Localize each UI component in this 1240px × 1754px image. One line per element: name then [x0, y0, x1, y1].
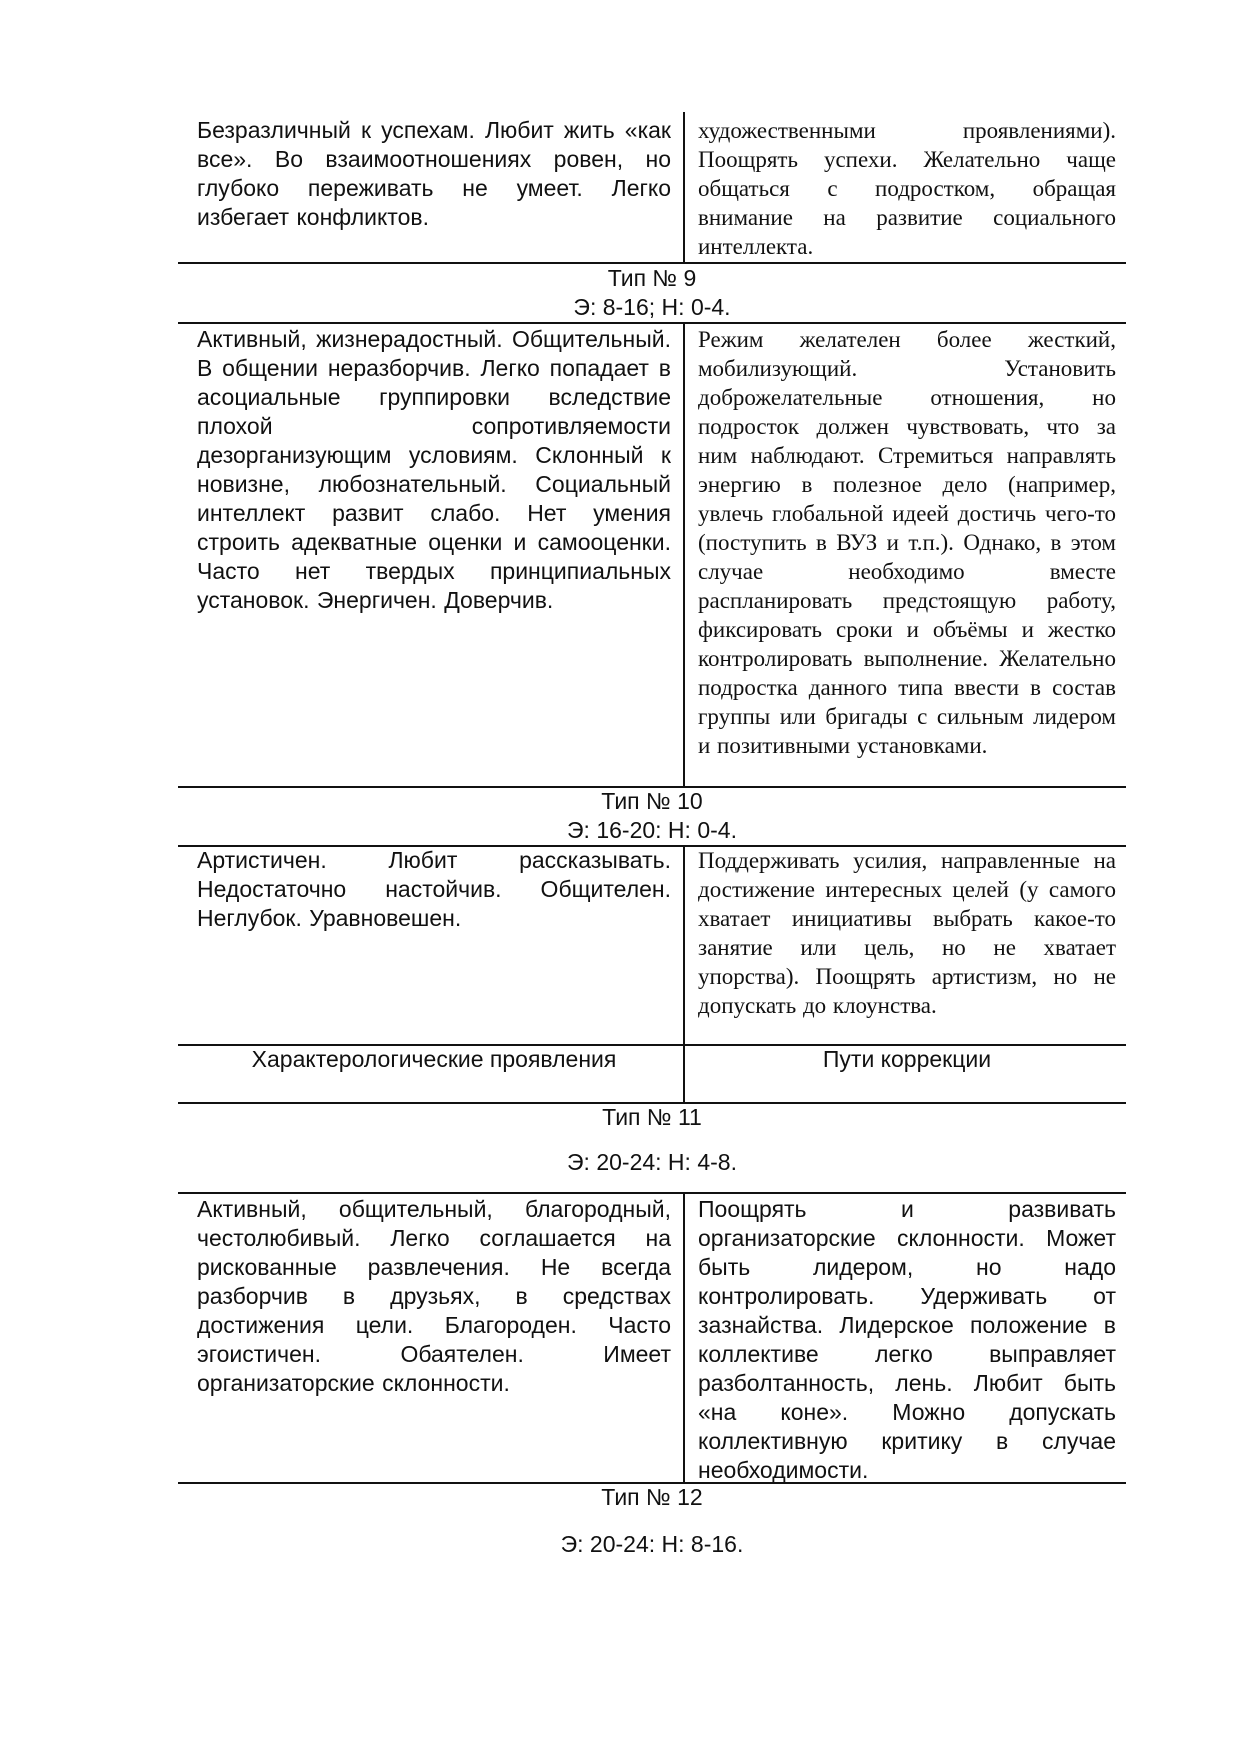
- type10-correction-text: Поддерживать усилия, направленные на достижение интересных целей (у самого хватает инициативы выбрать какое-то занятие или цель, но не хватает упорства). Поощрять артистизм, но не допускать до клоунства.: [698, 848, 1116, 1018]
- column-divider: [683, 112, 685, 262]
- type12-scores: Э: 20-24: Н: 8-16.: [560, 1531, 744, 1557]
- row0-correction-text: художественными проявлениями). Поощрять успехи. Желательно чаще общаться с подростком, обращая внимание на развитие социального интеллекта.: [698, 118, 1116, 259]
- type10-title: Тип № 10: [601, 788, 703, 814]
- table-rule: [178, 322, 1126, 324]
- type12-title: Тип № 12: [601, 1484, 703, 1510]
- type9-scores: Э: 8-16; Н: 0-4.: [573, 294, 731, 320]
- type10-scores: Э: 16-20: Н: 0-4.: [567, 817, 737, 843]
- type11-title: Тип № 11: [602, 1104, 702, 1130]
- type11-traits-text: Активный, общительный, благородный, честолюбивый. Легко соглашается на рискованные развлечения. Не всегда разборчив в друзьях, в средствах достижения цели. Благороден. Часто эгоистичен. Обаятелен. Имеет организаторские склонности.: [197, 1196, 671, 1396]
- type9-correction-text: Режим желателен более жесткий, мобилизующий. Установить доброжелательные отношения, но подросток должен чувствовать, что за ним наблюдают. Стремиться направлять энергию в полезное дело (например, увлечь глобальной идеей достичь чего-то (поступить в ВУЗ и т.п.). Однако, в этом случае необходимо вместе распланировать предстоящую работу, фиксировать сроки и объёмы и жестко контролировать выполнение. Желательно подростка данного типа ввести в состав группы или бригады с сильным лидером и позитивными установками.: [698, 327, 1116, 758]
- table-rule: [178, 1192, 1126, 1194]
- header-correction: Пути коррекции: [822, 1046, 992, 1072]
- type9-traits-text: Активный, жизнерадостный. Общительный. В общении неразборчив. Легко попадает в асоциальные группировки вследствие плохой сопротивляемости дезорганизующим условиям. Склонный к новизне, любознательный. Социальный интеллект развит слабо. Нет умения строить адекватные оценки и самооценки. Часто нет твердых принципиальных установок. Энергичен. Доверчив.: [197, 326, 671, 613]
- type11-correction-text: Поощрять и развивать организаторские склонности. Может быть лидером, но надо контролировать. Удерживать от зазнайства. Лидерское положение в коллективе легко выправляет разболтанность, лень. Любит быть «на коне». Можно допускать коллективную критику в случае необходимости.: [698, 1196, 1116, 1483]
- column-divider: [683, 1192, 685, 1482]
- column-divider: [683, 322, 685, 786]
- type10-traits-text: Артистичен. Любит рассказывать. Недостаточно настойчив. Общителен. Неглубок. Уравновешен.: [197, 847, 671, 931]
- row0-traits-text: Безразличный к успехам. Любит жить «как все». Во взаимоотношениях ровен, но глубоко переживать не умеет. Легко избегает конфликтов.: [197, 117, 671, 230]
- type11-scores: Э: 20-24: Н: 4-8.: [567, 1149, 737, 1175]
- type9-title: Тип № 9: [607, 265, 697, 291]
- column-divider: [683, 845, 685, 1102]
- header-traits: Характерологические проявления: [251, 1046, 617, 1072]
